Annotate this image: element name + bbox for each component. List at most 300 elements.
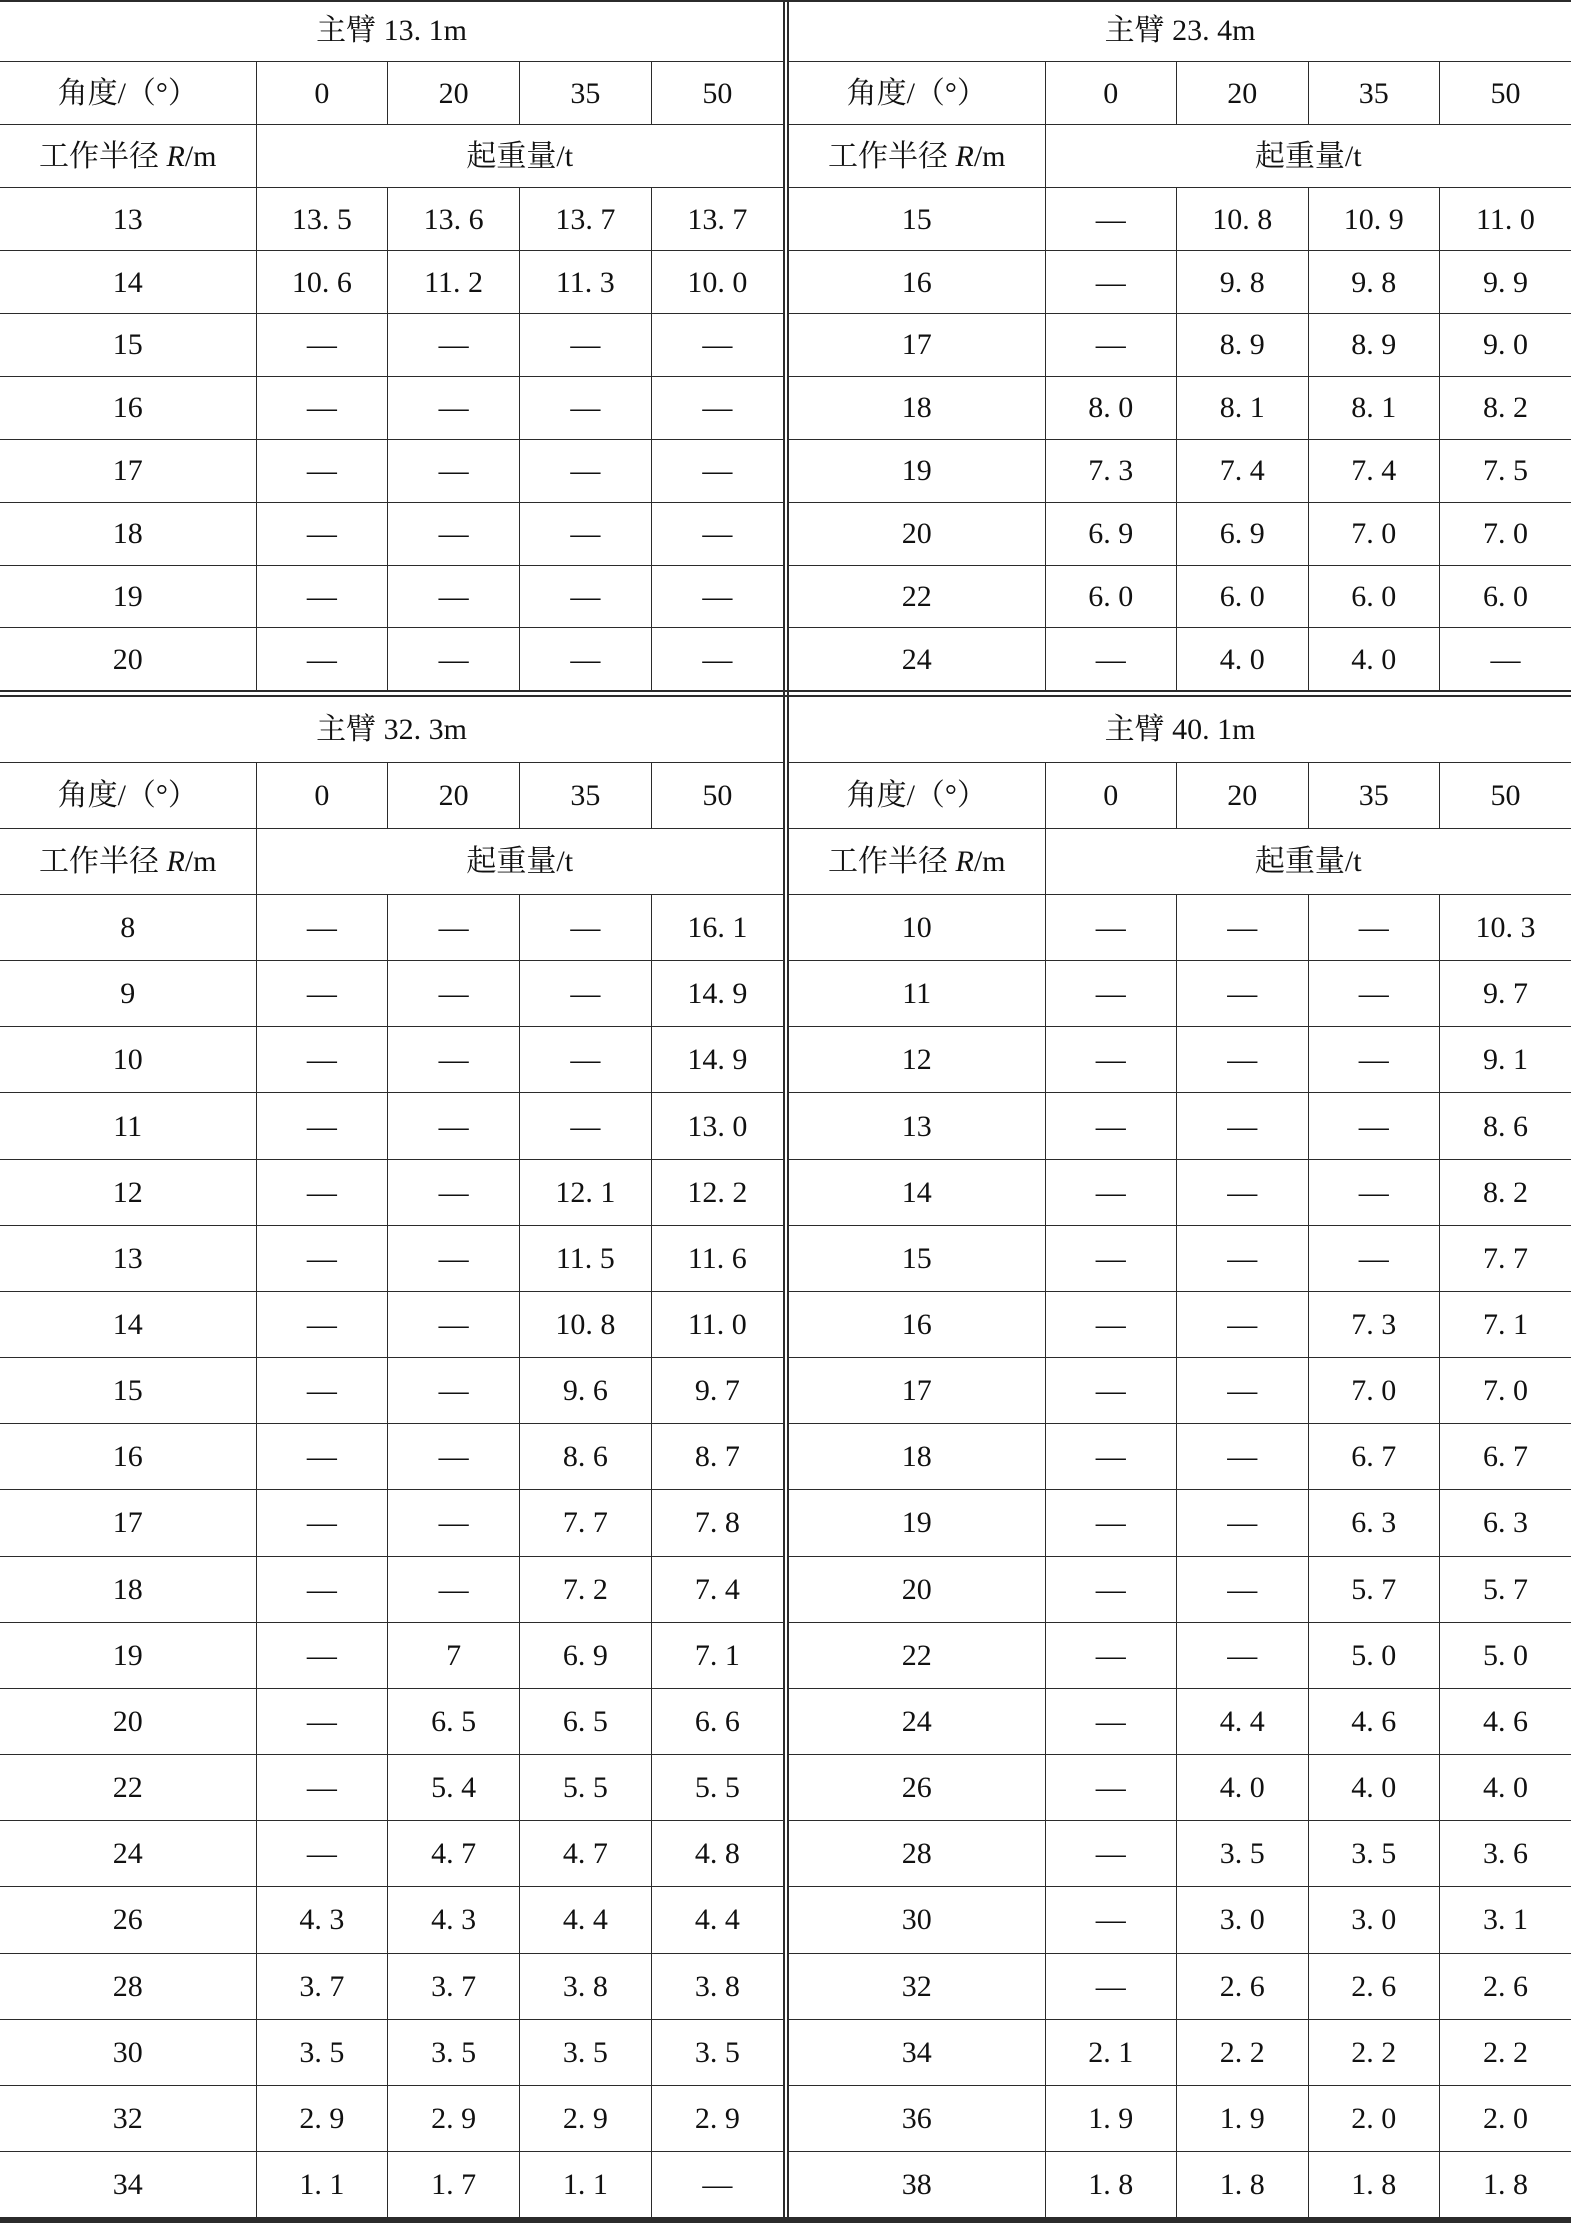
capacity-cell: 6. 0 xyxy=(1045,565,1177,628)
table-row xyxy=(789,2151,1571,2217)
capacity-cell: 6. 7 xyxy=(1308,1424,1440,1490)
radius-cell: 16 xyxy=(0,1424,256,1490)
capacity-cell: — xyxy=(1045,1225,1177,1291)
table-row xyxy=(789,1159,1571,1225)
capacity-cell: — xyxy=(520,314,652,377)
capacity-cell: — xyxy=(1045,961,1177,1027)
capacity-cell: — xyxy=(1045,1159,1177,1225)
capacity-cell: 6. 9 xyxy=(1177,502,1309,565)
radius-cell: 14 xyxy=(0,1291,256,1357)
capacity-cell: 8. 0 xyxy=(1045,376,1177,439)
capacity-cell: 1. 1 xyxy=(520,2151,652,2217)
capacity-cell: — xyxy=(388,1159,520,1225)
capacity-cell: 6. 7 xyxy=(1440,1424,1571,1490)
table-row xyxy=(0,439,783,502)
capacity-cell: 2. 9 xyxy=(256,2085,388,2151)
capacity-cell: 2. 0 xyxy=(1440,2085,1571,2151)
capacity-cell: 6. 3 xyxy=(1440,1490,1571,1556)
capacity-cell: 11. 0 xyxy=(651,1291,783,1357)
capacity-cell: 3. 5 xyxy=(388,2019,520,2085)
capacity-cell: 4. 0 xyxy=(1440,1755,1571,1821)
capacity-cell: 6. 9 xyxy=(520,1622,652,1688)
capacity-label: 起重量/t xyxy=(1045,125,1571,188)
radius-cell: 16 xyxy=(0,376,256,439)
capacity-cell: 3. 5 xyxy=(256,2019,388,2085)
capacity-cell: 2. 1 xyxy=(1045,2019,1177,2085)
capacity-cell: 11. 2 xyxy=(388,251,520,314)
radius-cell: 11 xyxy=(0,1093,256,1159)
load-table xyxy=(789,0,1571,690)
capacity-cell: 9. 6 xyxy=(520,1358,652,1424)
capacity-cell: 7. 7 xyxy=(520,1490,652,1556)
capacity-cell: 11. 0 xyxy=(1440,188,1571,251)
capacity-cell: 4. 7 xyxy=(520,1821,652,1887)
capacity-cell: — xyxy=(520,1093,652,1159)
radius-cell: 13 xyxy=(789,1093,1045,1159)
table-row xyxy=(789,1093,1571,1159)
title-row xyxy=(789,697,1571,762)
capacity-cell: 14. 9 xyxy=(651,961,783,1027)
angle-label: 角度/（°） xyxy=(789,62,1045,125)
radius-cell: 22 xyxy=(0,1755,256,1821)
table-row xyxy=(789,1490,1571,1556)
capacity-cell: 7. 3 xyxy=(1308,1291,1440,1357)
capacity-cell: 10. 8 xyxy=(520,1291,652,1357)
capacity-cell: — xyxy=(388,314,520,377)
capacity-cell: — xyxy=(651,628,783,690)
capacity-cell: 3. 5 xyxy=(1308,1821,1440,1887)
capacity-cell: — xyxy=(651,376,783,439)
table-row xyxy=(0,1027,783,1093)
angle-value: 0 xyxy=(1045,62,1177,125)
table-row xyxy=(0,1159,783,1225)
capacity-cell: 13. 6 xyxy=(388,188,520,251)
table-row xyxy=(0,1887,783,1953)
outer-bottom-rule xyxy=(0,2217,1571,2223)
radius-cell: 16 xyxy=(789,1291,1045,1357)
capacity-cell: — xyxy=(1308,1027,1440,1093)
angle-value: 50 xyxy=(651,762,783,828)
capacity-cell: — xyxy=(256,314,388,377)
capacity-cell: — xyxy=(520,439,652,502)
table-row xyxy=(789,1887,1571,1953)
capacity-cell: 4. 4 xyxy=(520,1887,652,1953)
radius-cell: 20 xyxy=(789,1556,1045,1622)
radius-cell: 26 xyxy=(789,1755,1045,1821)
capacity-cell: 1. 9 xyxy=(1045,2085,1177,2151)
capacity-cell: — xyxy=(1308,1159,1440,1225)
capacity-cell: 7. 7 xyxy=(1440,1225,1571,1291)
radius-label: 工作半径 R/m xyxy=(0,125,256,188)
capacity-cell: — xyxy=(1308,961,1440,1027)
capacity-cell: — xyxy=(1177,1027,1309,1093)
capacity-cell: — xyxy=(256,1358,388,1424)
radius-cell: 18 xyxy=(0,1556,256,1622)
radius-cell: 15 xyxy=(789,1225,1045,1291)
table-row xyxy=(789,1424,1571,1490)
capacity-cell: 2. 2 xyxy=(1440,2019,1571,2085)
angle-value: 0 xyxy=(256,762,388,828)
table-row xyxy=(789,1358,1571,1424)
label-row xyxy=(0,125,783,188)
table-row xyxy=(0,1556,783,1622)
capacity-cell: — xyxy=(256,1291,388,1357)
radius-cell: 17 xyxy=(789,314,1045,377)
boom-length-title: 主臂 23. 4m xyxy=(789,0,1571,62)
panel-boom-23-4 xyxy=(789,0,1571,690)
capacity-cell: 6. 9 xyxy=(1045,502,1177,565)
radius-cell: 38 xyxy=(789,2151,1045,2217)
boom-length-title: 主臂 40. 1m xyxy=(789,697,1571,762)
capacity-cell: 2. 2 xyxy=(1308,2019,1440,2085)
radius-cell: 26 xyxy=(0,1887,256,1953)
capacity-cell: — xyxy=(388,895,520,961)
table-row xyxy=(0,1225,783,1291)
label-row xyxy=(789,828,1571,894)
radius-cell: 24 xyxy=(789,1688,1045,1754)
angle-row xyxy=(0,762,783,828)
table-row xyxy=(789,2085,1571,2151)
capacity-cell: 7. 2 xyxy=(520,1556,652,1622)
table-row xyxy=(789,314,1571,377)
table-row xyxy=(789,188,1571,251)
capacity-cell: 7. 4 xyxy=(1308,439,1440,502)
capacity-cell: — xyxy=(651,565,783,628)
capacity-cell: 1. 8 xyxy=(1308,2151,1440,2217)
capacity-cell: — xyxy=(388,565,520,628)
capacity-cell: 3. 5 xyxy=(520,2019,652,2085)
radius-cell: 19 xyxy=(789,439,1045,502)
capacity-cell: — xyxy=(256,502,388,565)
table-row xyxy=(0,188,783,251)
capacity-cell: — xyxy=(256,439,388,502)
capacity-cell: 8. 9 xyxy=(1177,314,1309,377)
angle-label: 角度/（°） xyxy=(789,762,1045,828)
capacity-cell: — xyxy=(1045,1755,1177,1821)
table-row xyxy=(0,628,783,690)
radius-cell: 20 xyxy=(0,1688,256,1754)
bottom-band xyxy=(0,697,1571,2217)
capacity-cell: — xyxy=(1177,1093,1309,1159)
capacity-cell: 3. 5 xyxy=(1177,1821,1309,1887)
table-row xyxy=(789,895,1571,961)
capacity-cell: — xyxy=(651,314,783,377)
table-row xyxy=(0,2085,783,2151)
radius-cell: 30 xyxy=(0,2019,256,2085)
capacity-cell: 8. 9 xyxy=(1308,314,1440,377)
capacity-cell: 10. 8 xyxy=(1177,188,1309,251)
capacity-cell: — xyxy=(1045,1093,1177,1159)
panel-boom-13-1 xyxy=(0,0,783,690)
top-band xyxy=(0,0,1571,690)
capacity-cell: 7. 8 xyxy=(651,1490,783,1556)
capacity-cell: 1. 7 xyxy=(388,2151,520,2217)
table-row xyxy=(789,1556,1571,1622)
table-row xyxy=(0,2151,783,2217)
capacity-cell: 9. 8 xyxy=(1177,251,1309,314)
capacity-cell: — xyxy=(388,502,520,565)
capacity-cell: — xyxy=(256,1424,388,1490)
capacity-cell: 6. 6 xyxy=(651,1688,783,1754)
table-row xyxy=(789,1291,1571,1357)
radius-cell: 18 xyxy=(789,1424,1045,1490)
capacity-cell: 9. 1 xyxy=(1440,1027,1571,1093)
capacity-cell: — xyxy=(388,1556,520,1622)
capacity-cell: — xyxy=(1045,1556,1177,1622)
capacity-cell: — xyxy=(256,895,388,961)
capacity-cell: — xyxy=(1045,1424,1177,1490)
capacity-cell: 7. 0 xyxy=(1308,502,1440,565)
radius-label: 工作半径 R/m xyxy=(789,125,1045,188)
capacity-cell: — xyxy=(520,565,652,628)
angle-value: 50 xyxy=(651,62,783,125)
table-row xyxy=(0,1755,783,1821)
capacity-cell: — xyxy=(1177,1225,1309,1291)
capacity-cell: — xyxy=(1045,1291,1177,1357)
radius-cell: 18 xyxy=(0,502,256,565)
capacity-cell: — xyxy=(1045,1887,1177,1953)
capacity-cell: — xyxy=(388,961,520,1027)
table-row xyxy=(789,251,1571,314)
capacity-cell: 7. 0 xyxy=(1308,1358,1440,1424)
angle-value: 20 xyxy=(1177,62,1309,125)
radius-cell: 14 xyxy=(0,251,256,314)
capacity-cell: — xyxy=(256,376,388,439)
capacity-cell: 1. 8 xyxy=(1440,2151,1571,2217)
table-row xyxy=(789,502,1571,565)
radius-label: 工作半径 R/m xyxy=(789,828,1045,894)
capacity-cell: — xyxy=(651,2151,783,2217)
radius-cell: 10 xyxy=(789,895,1045,961)
radius-cell: 30 xyxy=(789,1887,1045,1953)
label-row xyxy=(0,828,783,894)
capacity-cell: 5. 0 xyxy=(1308,1622,1440,1688)
table-row xyxy=(789,1622,1571,1688)
capacity-cell: — xyxy=(1308,895,1440,961)
radius-cell: 15 xyxy=(0,1358,256,1424)
radius-cell: 32 xyxy=(0,2085,256,2151)
angle-value: 0 xyxy=(256,62,388,125)
capacity-label: 起重量/t xyxy=(256,828,783,894)
radius-cell: 15 xyxy=(789,188,1045,251)
capacity-cell: 8. 2 xyxy=(1440,376,1571,439)
capacity-cell: 3. 0 xyxy=(1177,1887,1309,1953)
table-row xyxy=(0,565,783,628)
capacity-cell: — xyxy=(388,1424,520,1490)
capacity-cell: 5. 7 xyxy=(1440,1556,1571,1622)
capacity-cell: 4. 0 xyxy=(1308,1755,1440,1821)
capacity-cell: 3. 5 xyxy=(651,2019,783,2085)
capacity-cell: — xyxy=(388,1225,520,1291)
radius-cell: 20 xyxy=(789,502,1045,565)
radius-label: 工作半径 R/m xyxy=(0,828,256,894)
angle-value: 35 xyxy=(520,762,652,828)
capacity-cell: 1. 9 xyxy=(1177,2085,1309,2151)
angle-value: 50 xyxy=(1440,762,1571,828)
load-table xyxy=(0,0,783,690)
radius-cell: 28 xyxy=(789,1821,1045,1887)
capacity-cell: 4. 7 xyxy=(388,1821,520,1887)
table-row xyxy=(789,1821,1571,1887)
radius-cell: 16 xyxy=(789,251,1045,314)
capacity-cell: 3. 7 xyxy=(388,1953,520,2019)
table-row xyxy=(789,1755,1571,1821)
radius-cell: 12 xyxy=(0,1159,256,1225)
table-row xyxy=(789,1225,1571,1291)
capacity-cell: — xyxy=(1177,1291,1309,1357)
capacity-cell: — xyxy=(256,1622,388,1688)
capacity-cell: 4. 4 xyxy=(1177,1688,1309,1754)
radius-cell: 14 xyxy=(789,1159,1045,1225)
table-row xyxy=(789,439,1571,502)
capacity-cell: 3. 6 xyxy=(1440,1821,1571,1887)
capacity-cell: 8. 6 xyxy=(1440,1093,1571,1159)
capacity-cell: — xyxy=(1045,1490,1177,1556)
capacity-cell: 7. 0 xyxy=(1440,1358,1571,1424)
table-row xyxy=(0,1424,783,1490)
radius-cell: 13 xyxy=(0,1225,256,1291)
capacity-cell: — xyxy=(388,1291,520,1357)
capacity-cell: 3. 8 xyxy=(651,1953,783,2019)
table-row xyxy=(0,2019,783,2085)
capacity-cell: — xyxy=(256,1821,388,1887)
capacity-cell: — xyxy=(1177,961,1309,1027)
capacity-cell: — xyxy=(1045,895,1177,961)
capacity-cell: 2. 0 xyxy=(1308,2085,1440,2151)
radius-cell: 18 xyxy=(789,376,1045,439)
table-row xyxy=(0,1821,783,1887)
capacity-cell: — xyxy=(256,1755,388,1821)
table-row xyxy=(0,895,783,961)
table-row xyxy=(789,376,1571,439)
table-row xyxy=(0,1622,783,1688)
capacity-cell: 13. 7 xyxy=(651,188,783,251)
capacity-cell: 6. 0 xyxy=(1308,565,1440,628)
angle-row xyxy=(789,62,1571,125)
capacity-cell: 2. 9 xyxy=(520,2085,652,2151)
table-row xyxy=(789,961,1571,1027)
angle-row xyxy=(789,762,1571,828)
capacity-cell: 5. 4 xyxy=(388,1755,520,1821)
capacity-cell: — xyxy=(1045,1622,1177,1688)
table-row xyxy=(789,1027,1571,1093)
panel-divider-line xyxy=(783,0,785,2223)
capacity-cell: 6. 5 xyxy=(388,1688,520,1754)
capacity-cell: 10. 3 xyxy=(1440,895,1571,961)
table-row xyxy=(789,1953,1571,2019)
angle-value: 35 xyxy=(1308,62,1440,125)
capacity-cell: 4. 6 xyxy=(1440,1688,1571,1754)
radius-cell: 22 xyxy=(789,565,1045,628)
capacity-cell: — xyxy=(1177,1358,1309,1424)
capacity-cell: — xyxy=(1440,628,1571,690)
table-row xyxy=(0,1490,783,1556)
radius-cell: 36 xyxy=(789,2085,1045,2151)
capacity-cell: — xyxy=(520,628,652,690)
angle-value: 20 xyxy=(388,762,520,828)
capacity-cell: — xyxy=(1045,628,1177,690)
capacity-cell: — xyxy=(1177,1424,1309,1490)
angle-value: 50 xyxy=(1440,62,1571,125)
radius-cell: 12 xyxy=(789,1027,1045,1093)
capacity-cell: 6. 0 xyxy=(1177,565,1309,628)
capacity-label: 起重量/t xyxy=(1045,828,1571,894)
radius-cell: 19 xyxy=(789,1490,1045,1556)
capacity-cell: — xyxy=(520,961,652,1027)
capacity-cell: 2. 6 xyxy=(1308,1953,1440,2019)
capacity-cell: 4. 0 xyxy=(1308,628,1440,690)
capacity-cell: — xyxy=(1308,1093,1440,1159)
table-row xyxy=(0,961,783,1027)
capacity-cell: 3. 8 xyxy=(520,1953,652,2019)
panel-divider-line xyxy=(787,0,789,2223)
radius-cell: 19 xyxy=(0,565,256,628)
capacity-cell: 7. 0 xyxy=(1440,502,1571,565)
radius-cell: 15 xyxy=(0,314,256,377)
table-row xyxy=(789,628,1571,690)
capacity-cell: 6. 0 xyxy=(1440,565,1571,628)
capacity-cell: 2. 9 xyxy=(388,2085,520,2151)
capacity-cell: — xyxy=(520,376,652,439)
radius-cell: 11 xyxy=(789,961,1045,1027)
capacity-cell: — xyxy=(520,895,652,961)
capacity-cell: — xyxy=(256,1027,388,1093)
capacity-cell: — xyxy=(1045,1688,1177,1754)
capacity-cell: 11. 3 xyxy=(520,251,652,314)
capacity-cell: 13. 5 xyxy=(256,188,388,251)
boom-length-title: 主臂 13. 1m xyxy=(0,0,783,62)
radius-cell: 9 xyxy=(0,961,256,1027)
panel-boom-40-1 xyxy=(789,697,1571,2217)
capacity-cell: 16. 1 xyxy=(651,895,783,961)
capacity-cell: — xyxy=(520,1027,652,1093)
radius-cell: 8 xyxy=(0,895,256,961)
capacity-cell: 7 xyxy=(388,1622,520,1688)
capacity-cell: — xyxy=(1045,314,1177,377)
capacity-cell: — xyxy=(388,1358,520,1424)
capacity-cell: — xyxy=(256,1093,388,1159)
angle-value: 0 xyxy=(1045,762,1177,828)
capacity-cell: 9. 7 xyxy=(651,1358,783,1424)
radius-cell: 13 xyxy=(0,188,256,251)
capacity-cell: 2. 6 xyxy=(1177,1953,1309,2019)
capacity-cell: 13. 7 xyxy=(520,188,652,251)
band-divider-line xyxy=(0,690,1571,692)
capacity-cell: 3. 1 xyxy=(1440,1887,1571,1953)
capacity-label: 起重量/t xyxy=(256,125,783,188)
capacity-cell: 4. 8 xyxy=(651,1821,783,1887)
capacity-cell: 2. 2 xyxy=(1177,2019,1309,2085)
capacity-cell: — xyxy=(1177,1159,1309,1225)
capacity-cell: — xyxy=(1045,1953,1177,2019)
capacity-cell: 10. 9 xyxy=(1308,188,1440,251)
capacity-cell: — xyxy=(388,376,520,439)
capacity-cell: 7. 4 xyxy=(1177,439,1309,502)
capacity-cell: 1. 8 xyxy=(1045,2151,1177,2217)
capacity-cell: 6. 5 xyxy=(520,1688,652,1754)
capacity-cell: — xyxy=(1045,188,1177,251)
capacity-cell: 8. 7 xyxy=(651,1424,783,1490)
capacity-cell: — xyxy=(1177,895,1309,961)
capacity-cell: 5. 0 xyxy=(1440,1622,1571,1688)
radius-cell: 17 xyxy=(0,439,256,502)
capacity-cell: 9. 8 xyxy=(1308,251,1440,314)
angle-row xyxy=(0,62,783,125)
radius-cell: 10 xyxy=(0,1027,256,1093)
capacity-cell: — xyxy=(1308,1225,1440,1291)
capacity-cell: — xyxy=(256,565,388,628)
table-row xyxy=(0,1291,783,1357)
